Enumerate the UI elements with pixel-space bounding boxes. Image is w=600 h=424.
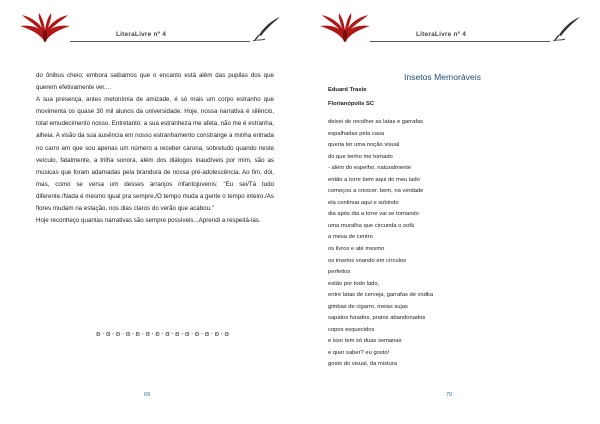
page-number: 70: [446, 392, 453, 398]
poem-line: então a torre bem aqui do meu lado: [328, 176, 420, 183]
paragraph: do ônibus cheio; embora saibamos que o encanto está além das pupilas dos que querem efetivamente ver....: [36, 72, 274, 92]
page-header: [318, 12, 582, 46]
poem-line: estão por todo lado,: [328, 280, 380, 287]
author-name: Eduard Traste: [328, 87, 367, 93]
poem-line: - além do espelho, naturalmente: [328, 165, 412, 172]
article-text: [36, 70, 274, 227]
poem-line: perfeitos: [328, 269, 351, 276]
poem-line: queria ter uma noção visual: [328, 142, 400, 149]
paragraph: A sua presença, antes metonímia de amizade, é só mais um corpo estranho que movimenta os quase 30 mil alunos da universidade. Hoje, nossa narrativa é silêncio, total emudecimento nosso. Entretanto: a sua estranheza me afeta, não me é estranha, alheia. A visão da sua ausência em nosso estranhamento constrange a minha entrada no carro em que sou apenas um número a receber carona, sobretudo quando neste veículo, fatalmente, a trilha sonora, além dos diálogos inaudíveis por mim, são as músicas que foram adamadas pela brandura de nossa pré-adolescência. Ao fim, dói, mas, como se versa um desses arranjos infantojuvenis: "Eu sei/Tá tudo diferente./Nada é mesmo igual pra sempre./O tempo muda a gente o tempo inteiro./As flores mudam na estação, nos dias claros do verão que acabou.": [36, 96, 274, 213]
poem-line: e isso tem só duas semanas: [328, 338, 402, 345]
ornament-divider: ʚ·ɞ·ʚ·ɞ·ʚ·ɞ·ʚ·ɞ·ʚ·ɞ·ʚ·ɞ·ʚ·ɞ: [96, 330, 231, 338]
poem-line: sapatos furados, pratos abandonados: [328, 315, 426, 322]
quill-pen-icon: [552, 16, 582, 42]
poem-line: os livros e até mesmo: [328, 246, 385, 253]
poem-line: uma muralha que circunda o sofá: [328, 222, 415, 229]
page-number: 69: [144, 392, 151, 398]
poem-line: deixei de recolher as latas e garrafas: [328, 119, 424, 125]
quill-pen-icon: [252, 16, 282, 42]
author-location: Florianópolis SC: [328, 101, 375, 107]
header-title: LiteraLivre nº 4: [416, 31, 467, 38]
poem-line: espalhadas pela casa: [328, 130, 385, 137]
poem-line: do que tenho me tornado: [328, 153, 393, 160]
poem-line: copos esquecidos: [328, 326, 375, 333]
poem-line: gosto do visual, da mistura: [328, 361, 397, 368]
poem-line: ela continua aqui e subindo: [328, 199, 399, 206]
header-rule: [370, 41, 550, 42]
poem-line: entre latas de cerveja, garrafas de vodka: [328, 292, 434, 299]
winged-phoenix-logo-icon: [18, 12, 72, 46]
header-title: LiteraLivre nº 4: [116, 31, 167, 38]
winged-phoenix-logo-icon: [318, 12, 372, 46]
poem-line: começou a crescer. bem, na verdade: [328, 188, 424, 195]
paragraph: Hoje reconheço quantas narrativas são sempre possíveis...Aprendi a respeitá-las.: [36, 217, 261, 225]
header-rule: [70, 41, 250, 42]
poem-body: [328, 117, 433, 371]
right-page: [300, 0, 600, 424]
poem-line: e quer saber? eu gosto!: [328, 349, 390, 356]
poem-line: a mesa de centro: [328, 234, 373, 241]
page-header: [18, 12, 282, 46]
poem-line: dia após dia a torre vai se tornando: [328, 211, 419, 218]
poem-line: os insetos voando em círculos: [328, 257, 406, 264]
poem-line: gimbas de cigarro, meias sujas: [328, 303, 408, 310]
poem-title: Insetos Memoráveis: [404, 72, 481, 82]
